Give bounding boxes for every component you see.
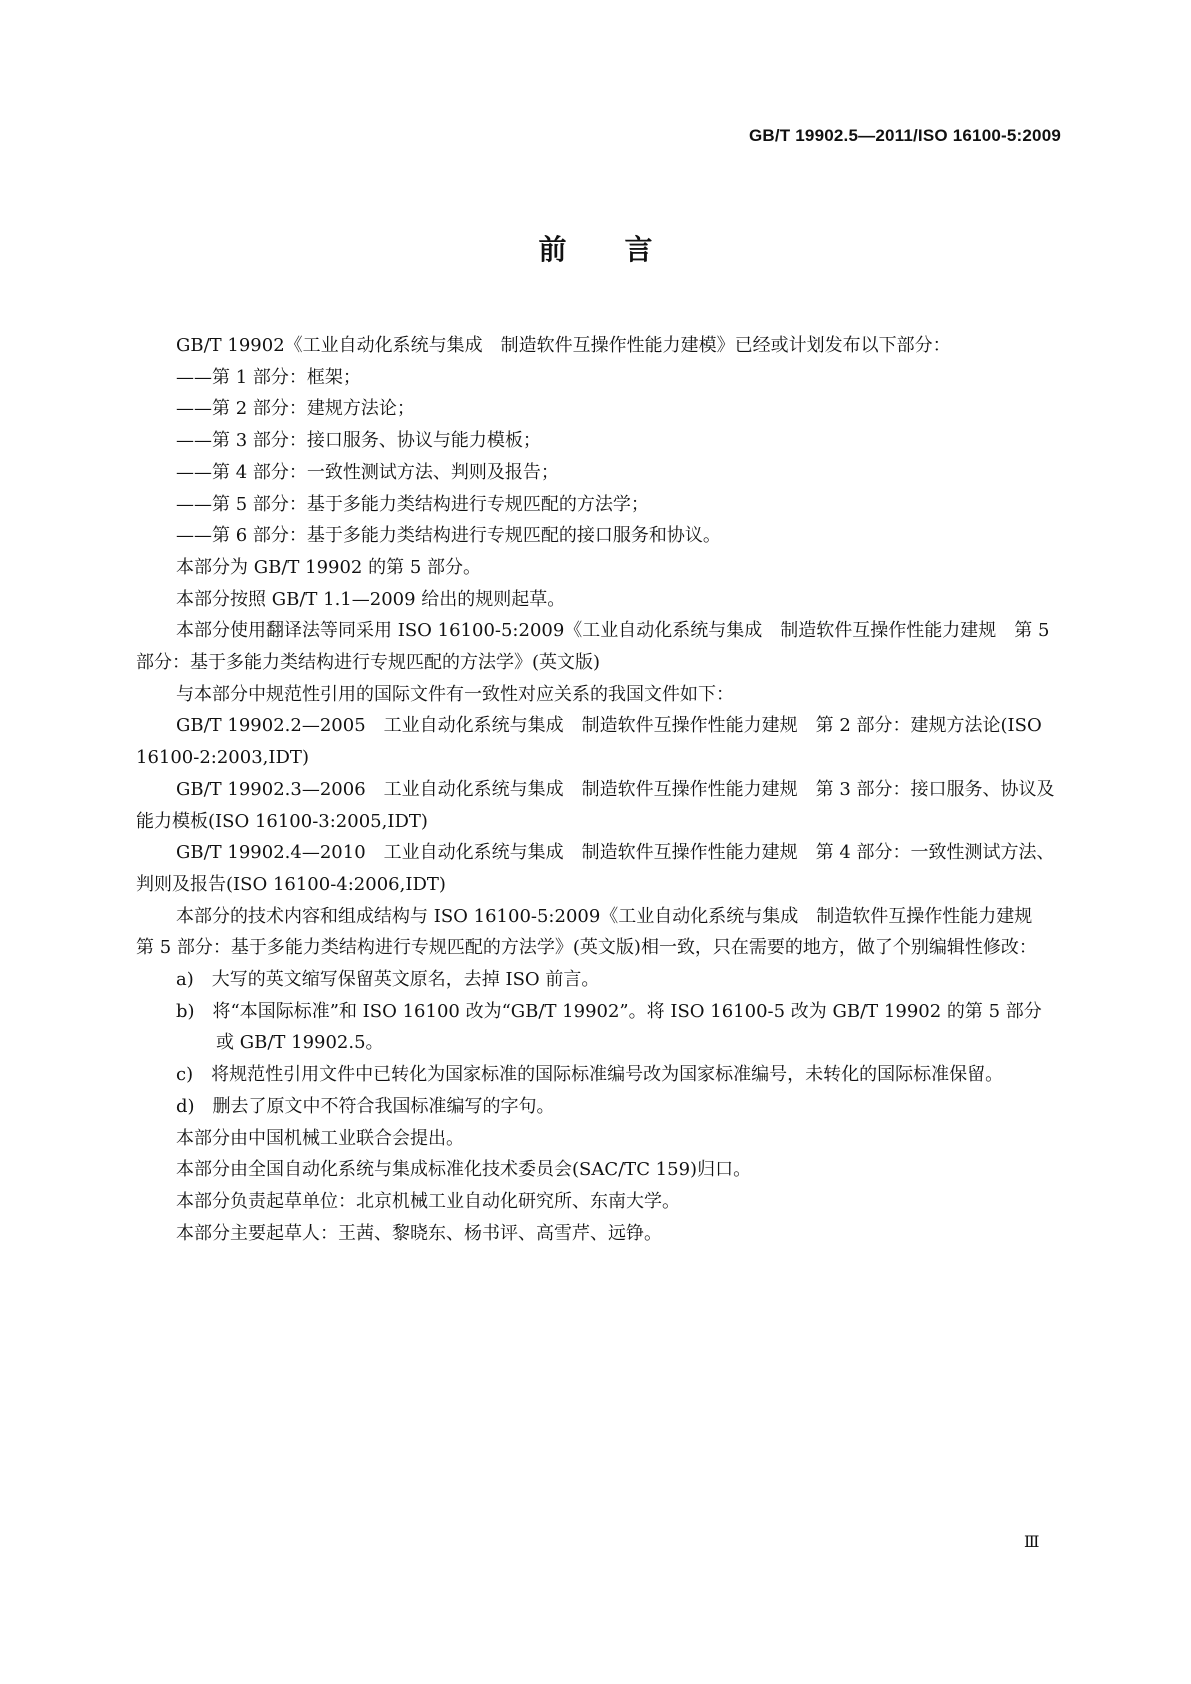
reference-item: GB/T 19902.3—2006 工业自动化系统与集成 制造软件互操作性能力建规 第 3 部分：接口服务、协议及能力模板(ISO 16100-3:2005,IDT)	[136, 778, 1055, 832]
translation-paragraph: 本部分使用翻译法等同采用 ISO 16100-5:2009《工业自动化系统与集成 制造软件互操作性能力建规 第 5 部分：基于多能力类结构进行专规匹配的方法学》(英文版)	[136, 620, 1050, 674]
technical-committee-paragraph: 本部分由全国自动化系统与集成标准化技术委员会(SAC/TC 159)归口。	[176, 1159, 752, 1181]
part-list-item: ——第 2 部分：建规方法论；	[176, 398, 415, 420]
correspondence-paragraph: 与本部分中规范性引用的国际文件有一致性对应关系的我国文件如下：	[176, 683, 734, 705]
part-list-item: ——第 1 部分：框架；	[176, 366, 361, 388]
foreword-body	[136, 330, 1056, 1249]
page-title: 前言	[538, 233, 711, 266]
part-list-item: ——第 5 部分：基于多能力类结构进行专规匹配的方法学；	[176, 493, 649, 515]
intro-paragraph: GB/T 19902《工业自动化系统与集成 制造软件互操作性能力建模》已经或计划发布以下部分：	[176, 335, 951, 356]
standard-code: GB/T 19902.5—2011/ISO 16100-5:2009	[748, 126, 1061, 145]
drafting-units-paragraph: 本部分负责起草单位：北京机械工业自动化研究所、东南大学。	[176, 1190, 680, 1212]
proposer-paragraph: 本部分由中国机械工业联合会提出。	[176, 1127, 464, 1149]
drafters-paragraph: 本部分主要起草人：王茜、黎晓东、杨书评、高雪芹、远铮。	[176, 1222, 662, 1244]
reference-item: GB/T 19902.4—2010 工业自动化系统与集成 制造软件互操作性能力建规 第 4 部分：一致性测试方法、判则及报告(ISO 16100-4:2006,IDT)	[136, 842, 1055, 895]
modification-item: b) 将“本国际标准”和 ISO 16100 改为“GB/T 19902”。将 ISO 16100-5 改为 GB/T 19902 的第 5 部分或 GB/T 19902.5。	[176, 1000, 1042, 1054]
modification-item: c) 将规范性引用文件中已转化为国家标准的国际标准编号改为国家标准编号，未转化的国际标准保留。	[176, 1064, 1004, 1086]
part-of-paragraph: 本部分为 GB/T 19902 的第 5 部分。	[176, 556, 481, 578]
part-list-item: ——第 6 部分：基于多能力类结构进行专规匹配的接口服务和协议。	[176, 525, 721, 547]
drafting-rule-paragraph: 本部分按照 GB/T 1.1—2009 给出的规则起草。	[176, 588, 566, 610]
reference-item: GB/T 19902.2—2005 工业自动化系统与集成 制造软件互操作性能力建规 第 2 部分：建规方法论(ISO 16100-2:2003,IDT)	[136, 715, 1042, 769]
consistency-paragraph: 本部分的技术内容和组成结构与 ISO 16100-5:2009《工业自动化系统与集成 制造软件互操作性能力建规 第 5 部分：基于多能力类结构进行专规匹配的方法学》(英文版)相一致，只在需要的地方，做了个别编辑性修改：	[136, 905, 1051, 959]
modification-item: a) 大写的英文缩写保留英文原名，去掉 ISO 前言。	[176, 969, 600, 991]
page-number: Ⅲ	[1024, 1532, 1040, 1551]
modification-item: d) 删去了原文中不符合我国标准编写的字句。	[176, 1095, 555, 1117]
part-list-item: ——第 4 部分：一致性测试方法、判则及报告；	[176, 461, 559, 483]
part-list-item: ——第 3 部分：接口服务、协议与能力模板；	[176, 430, 541, 452]
